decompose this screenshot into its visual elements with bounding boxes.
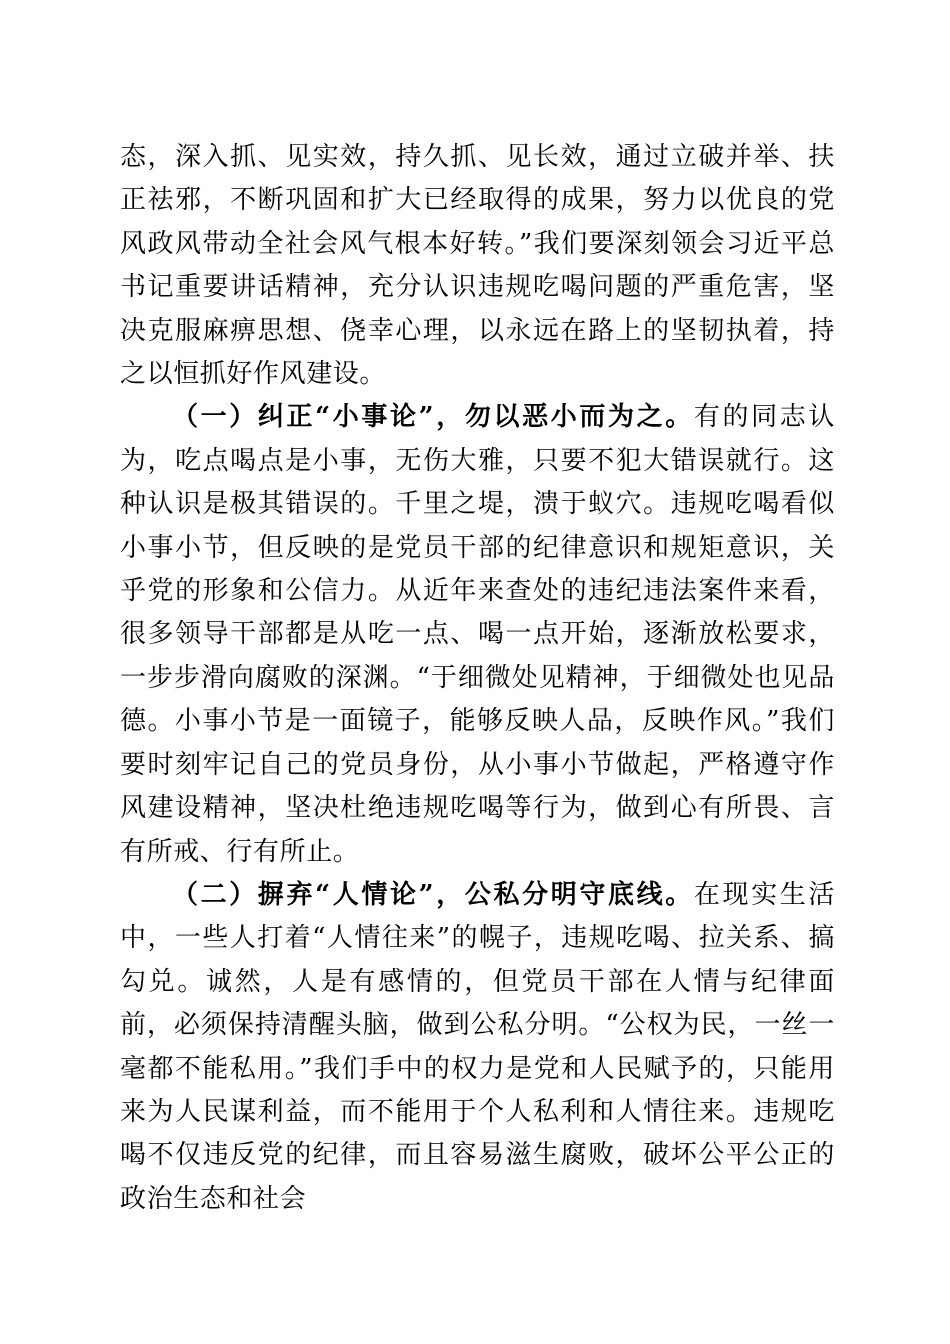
paragraph-text: 态，深入抓、见实效，持久抓、见长效，通过立破并举、扶正祛邪，不断巩固和扩大已经取得的成果，努力以优良的党风政风带动全社会风气根本好转。”我们要深刻领会习近平总书记重要讲话精神，充分认识违规吃喝问题的严重危害，坚决克服麻痹思想、侥幸心理，以永远在路上的坚韧执着，持之以恒抓好作风建设。 <box>120 142 835 390</box>
document-body <box>120 136 835 1221</box>
paragraph-continued <box>120 136 835 396</box>
section-heading: （二）摒弃“人情论”，公私分明守底线。 <box>172 879 694 910</box>
paragraph-section-two <box>120 874 835 1221</box>
paragraph-section-one <box>120 396 835 873</box>
paragraph-text: 在现实生活中，一些人打着“人情往来”的幌子，违规吃喝、拉关系、搞勾兑。诚然，人是有感情的，但党员干部在人情与纪律面前，必须保持清醒头脑，做到公私分明。“公权为民，一丝一毫都不能私用。”我们手中的权力是党和人民赋予的，只能用来为人民谋利益，而不能用于个人私利和人情往来。违规吃喝不仅违反党的纪律，而且容易滋生腐败，破坏公平公正的政治生态和社会 <box>120 879 835 1214</box>
paragraph-text: 有的同志认为，吃点喝点是小事，无伤大雅，只要不犯大错误就行。这种认识是极其错误的。千里之堤，溃于蚁穴。违规吃喝看似小事小节，但反映的是党员干部的纪律意识和规矩意识，关乎党的形象和公信力。从近年来查处的违纪违法案件来看，很多领导干部都是从吃一点、喝一点开始，逐渐放松要求，一步步滑向腐败的深渊。“于细微处见精神，于细微处也见品德。小事小节是一面镜子，能够反映人品，反映作风。”我们要时刻牢记自己的党员身份，从小事小节做起，严格遵守作风建设精神，坚决杜绝违规吃喝等行为，做到心有所畏、言有所戒、行有所止。 <box>120 402 835 867</box>
section-heading: （一）纠正“小事论”，勿以恶小而为之。 <box>172 402 694 433</box>
